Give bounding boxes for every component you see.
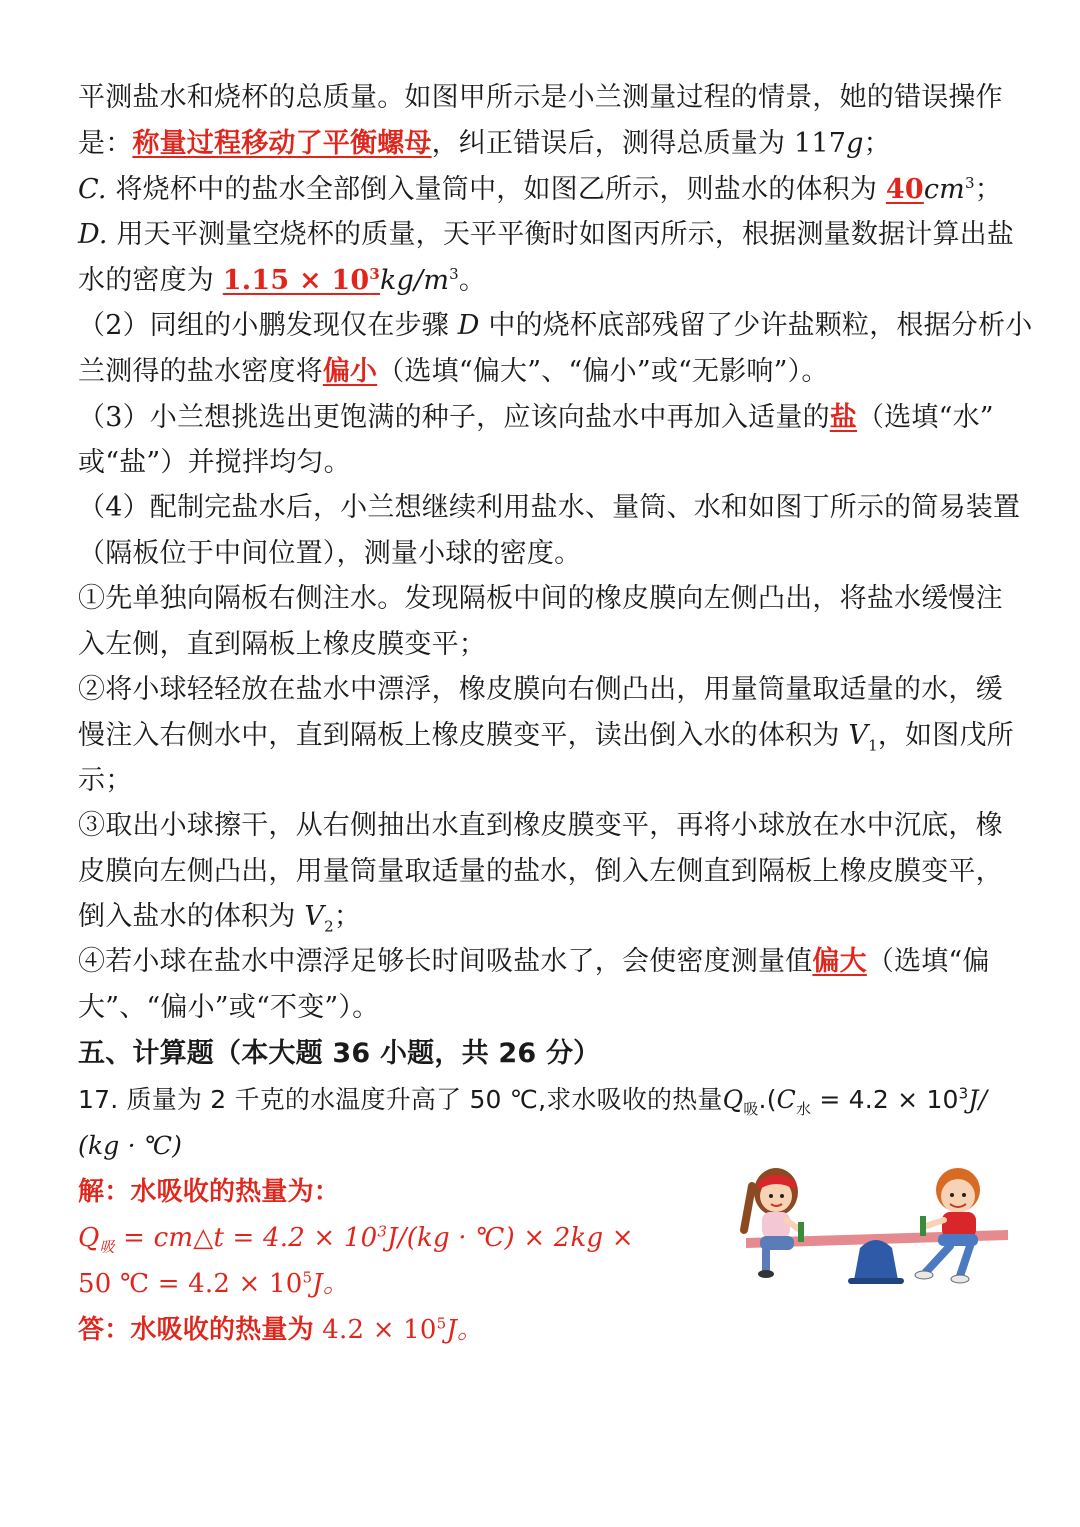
answer-volume: 40 <box>885 174 924 205</box>
text-line-19: 倒入盐水的体积为 $V_2$； <box>78 901 362 936</box>
text-line-6: （2）同组的小鹏发现仅在步骤 D 中的烧杯底部残留了少许盐颗粒，根据分析小 <box>78 310 1033 341</box>
text-line-16: 示； <box>78 765 133 796</box>
solution-equation-1: $Q_吸$ = cm△t = $4.2 \times 10^3J/(kg$ · ℃) × 2kg × <box>78 1222 634 1257</box>
text-line-3: C. 将烧杯中的盐水全部倒入量筒中，如图乙所示，则盐水的体积为 $40cm^3$； <box>78 174 1002 205</box>
section-heading: 五、计算题（本大题 36 小题，共 26 分） <box>78 1038 601 1069</box>
text-line-14: ②将小球轻轻放在盐水中漂浮，橡皮膜向右侧凸出，用量筒量取适量的水，缓 <box>78 674 1003 705</box>
question-17-unit: (kg · ℃) <box>78 1131 183 1160</box>
seesaw-kids-illustration <box>736 1160 1016 1295</box>
text-line-21: 大”、“偏小”或“不变”）。 <box>78 992 380 1023</box>
answer-add-salt: 盐 <box>829 402 857 433</box>
boy-figure <box>915 1168 980 1283</box>
text-line-12: ①先单独向隔板右侧注水。发现隔板中间的橡皮膜向左侧凸出，将盐水缓慢注 <box>78 583 1003 614</box>
question-17: 17. 质量为 2 千克的水温度升高了 50 ℃,求水吸收的热量$Q_吸.(C_水 = 4.2 \times 10^3J/$ <box>78 1084 988 1118</box>
answer-density: $1.15 \times 10^3$ <box>222 265 380 296</box>
answer-density-effect: 偏小 <box>322 356 378 387</box>
text-line-13: 入左侧，直到隔板上橡皮膜变平； <box>78 629 486 660</box>
text-line-15: 慢注入右侧水中，直到隔板上橡皮膜变平，读出倒入水的体积为 $V_1$，如图戊所 <box>78 720 1014 755</box>
solution-equation-2: 50 ℃ = $4.2 \times 10^5J$。 <box>78 1268 350 1299</box>
solution-label: 解：水吸收的热量为： <box>78 1177 341 1207</box>
text-line-9: 或“盐”）并搅拌均匀。 <box>78 447 351 478</box>
text-line-11: （隔板位于中间位置），测量小球的密度。 <box>78 538 582 569</box>
text-line-1: 平测盐水和烧杯的总质量。如图甲所示是小兰测量过程的情景，她的错误操作 <box>78 82 1003 113</box>
text-line-5: 水的密度为 $1.15 \times 10^3kg/m^3$。 <box>78 265 487 296</box>
text-line-7: 兰测得的盐水密度将偏小（选填“偏大”、“偏小”或“无影响”）。 <box>78 356 829 387</box>
text-line-4: D. 用天平测量空烧杯的质量，天平平衡时如图丙所示，根据测量数据计算出盐 <box>78 219 1015 250</box>
text-line-10: （4）配制完盐水后，小兰想继续利用盐水、量筒、水和如图丁所示的简易装置 <box>78 492 1021 523</box>
text-line-8: （3）小兰想挑选出更饱满的种子，应该向盐水中再加入适量的盐（选填“水” <box>78 402 994 433</box>
text-line-2: 是：称量过程移动了平衡螺母，纠正错误后，测得总质量为 117g； <box>78 128 891 159</box>
girl-figure <box>744 1168 804 1278</box>
answer-line: 答：水吸收的热量为 $4.2 \times 10^5J$。 <box>78 1314 484 1345</box>
text-line-18: 皮膜向左侧凸出，用量筒量取适量的盐水，倒入左侧直到隔板上橡皮膜变平， <box>78 856 1003 887</box>
answer-error-operation: 称量过程移动了平衡螺母 <box>132 128 432 159</box>
answer-measured-value: 偏大 <box>812 946 867 977</box>
text-line-20: ④若小球在盐水中漂浮足够长时间吸盐水了，会使密度测量值偏大（选填“偏 <box>78 946 990 977</box>
seesaw-fulcrum <box>854 1240 898 1280</box>
text-line-17: ③取出小球擦干，从右侧抽出水直到橡皮膜变平，再将小球放在水中沉底，橡 <box>78 810 1003 841</box>
